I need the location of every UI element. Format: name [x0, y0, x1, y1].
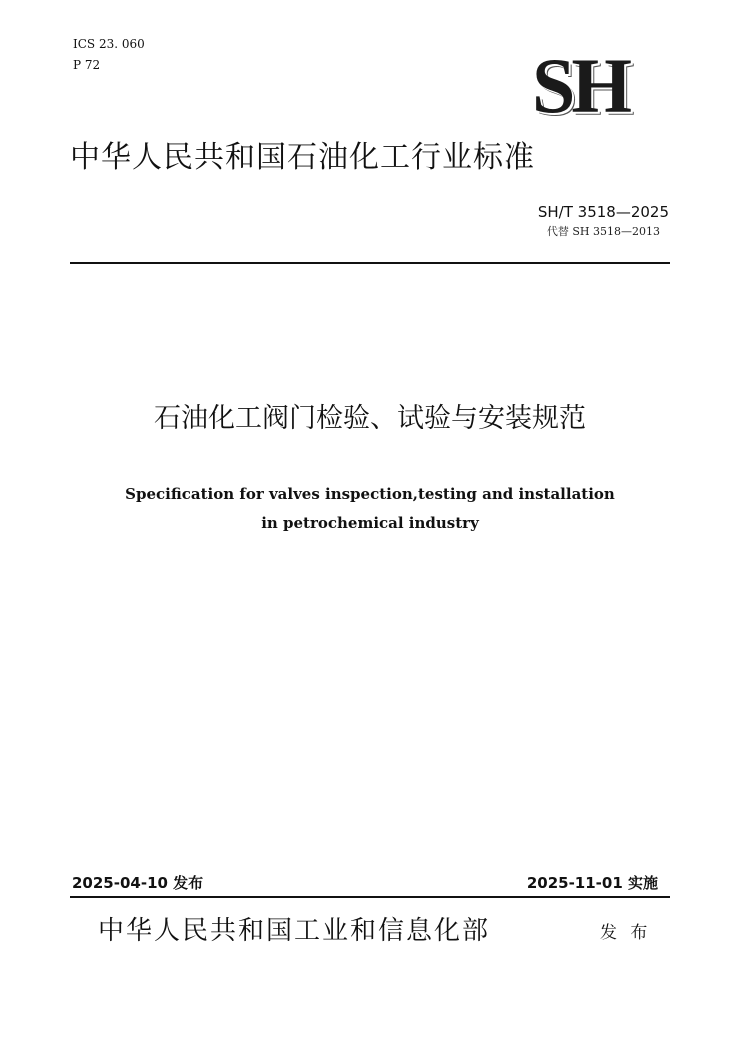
publish-label: 发 布 [600, 923, 652, 943]
document-title-chinese: 石油化工阀门检验、试验与安装规范 [154, 403, 586, 434]
sh-logo [500, 42, 660, 129]
top-divider [70, 262, 670, 264]
bottom-divider [70, 896, 670, 898]
implementation-date: 2025-11-01 实施 [526, 874, 658, 892]
issue-date: 2025-04-10 发布 [72, 874, 204, 892]
replaced-standard: 代替 SH 3518—2013 [546, 225, 660, 238]
publisher-name: 中华人民共和国工业和信息化部 [98, 916, 491, 946]
standard-category-title: 中华人民共和国石油化工行业标准 [70, 140, 535, 175]
classification-code: P 72 [73, 58, 101, 72]
document-title-english-line1: Specification for valves inspection,testing and installation [125, 485, 615, 503]
document-title-english-line2: in petrochemical industry [261, 514, 479, 532]
standard-number: SH/T 3518—2025 [537, 203, 669, 221]
ics-code: ICS 23. 060 [73, 37, 145, 51]
sh-logo-text: SH [531, 42, 629, 129]
